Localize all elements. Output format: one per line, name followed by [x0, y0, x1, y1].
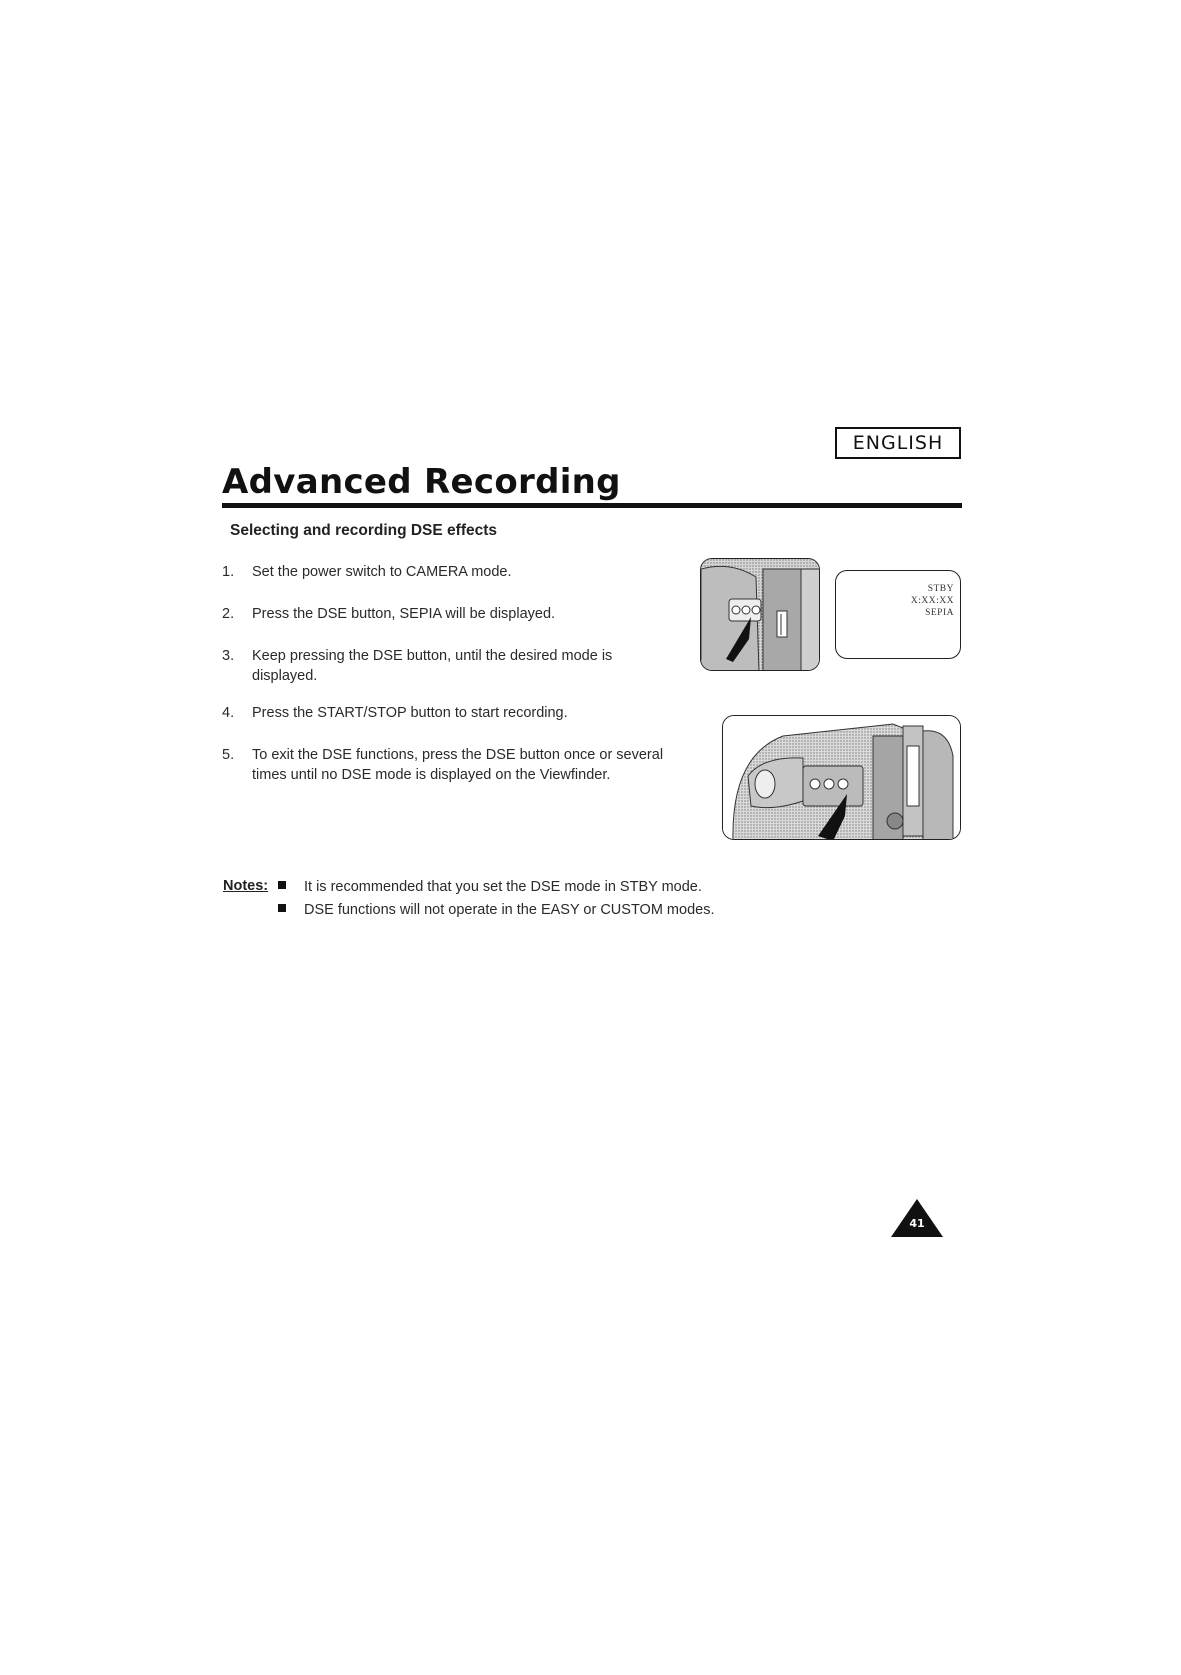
step-text: Keep pressing the DSE button, until the desired mode is displayed. — [252, 648, 613, 684]
step-text: Press the START/STOP button to start recording. — [252, 705, 568, 721]
note-text: It is recommended that you set the DSE mode in STBY mode. — [304, 879, 702, 895]
step-text: To exit the DSE functions, press the DSE button once or several times until no DSE mode is displayed on the Viewfinder. — [252, 747, 664, 783]
viewfinder-text — [911, 583, 954, 619]
step-number: 1. — [222, 564, 235, 580]
step-number: 3. — [222, 648, 235, 664]
viewfinder-display — [835, 570, 961, 659]
section-heading: Selecting and recording DSE effects — [230, 522, 498, 539]
step-number: 5. — [222, 747, 235, 763]
camcorder-startstop-illustration — [722, 715, 961, 840]
camcorder-rear-icon — [723, 716, 961, 840]
step-number: 4. — [222, 705, 235, 721]
viewfinder-mode: STBY — [927, 584, 954, 594]
step-text: Set the power switch to CAMERA mode. — [252, 564, 512, 580]
viewfinder-time: X:XX:XX — [910, 596, 954, 606]
page-number: 41 — [909, 1217, 925, 1230]
language-badge: ENGLISH — [835, 427, 961, 459]
page-title: Advanced Recording — [222, 462, 621, 502]
notes-label: Notes: — [223, 878, 269, 894]
step-text: Press the DSE button, SEPIA will be displayed. — [252, 606, 556, 622]
note-text: DSE functions will not operate in the EASY or CUSTOM modes. — [304, 902, 715, 918]
bullet-icon — [278, 881, 286, 889]
step-number: 2. — [222, 606, 235, 622]
camcorder-dse-illustration — [700, 558, 820, 671]
viewfinder-effect: SEPIA — [925, 608, 954, 618]
page-number-badge — [889, 1197, 945, 1239]
note-item — [278, 877, 702, 897]
title-rule — [222, 503, 962, 508]
note-item — [278, 900, 714, 920]
bullet-icon — [278, 904, 286, 912]
camcorder-side-icon — [701, 559, 820, 671]
